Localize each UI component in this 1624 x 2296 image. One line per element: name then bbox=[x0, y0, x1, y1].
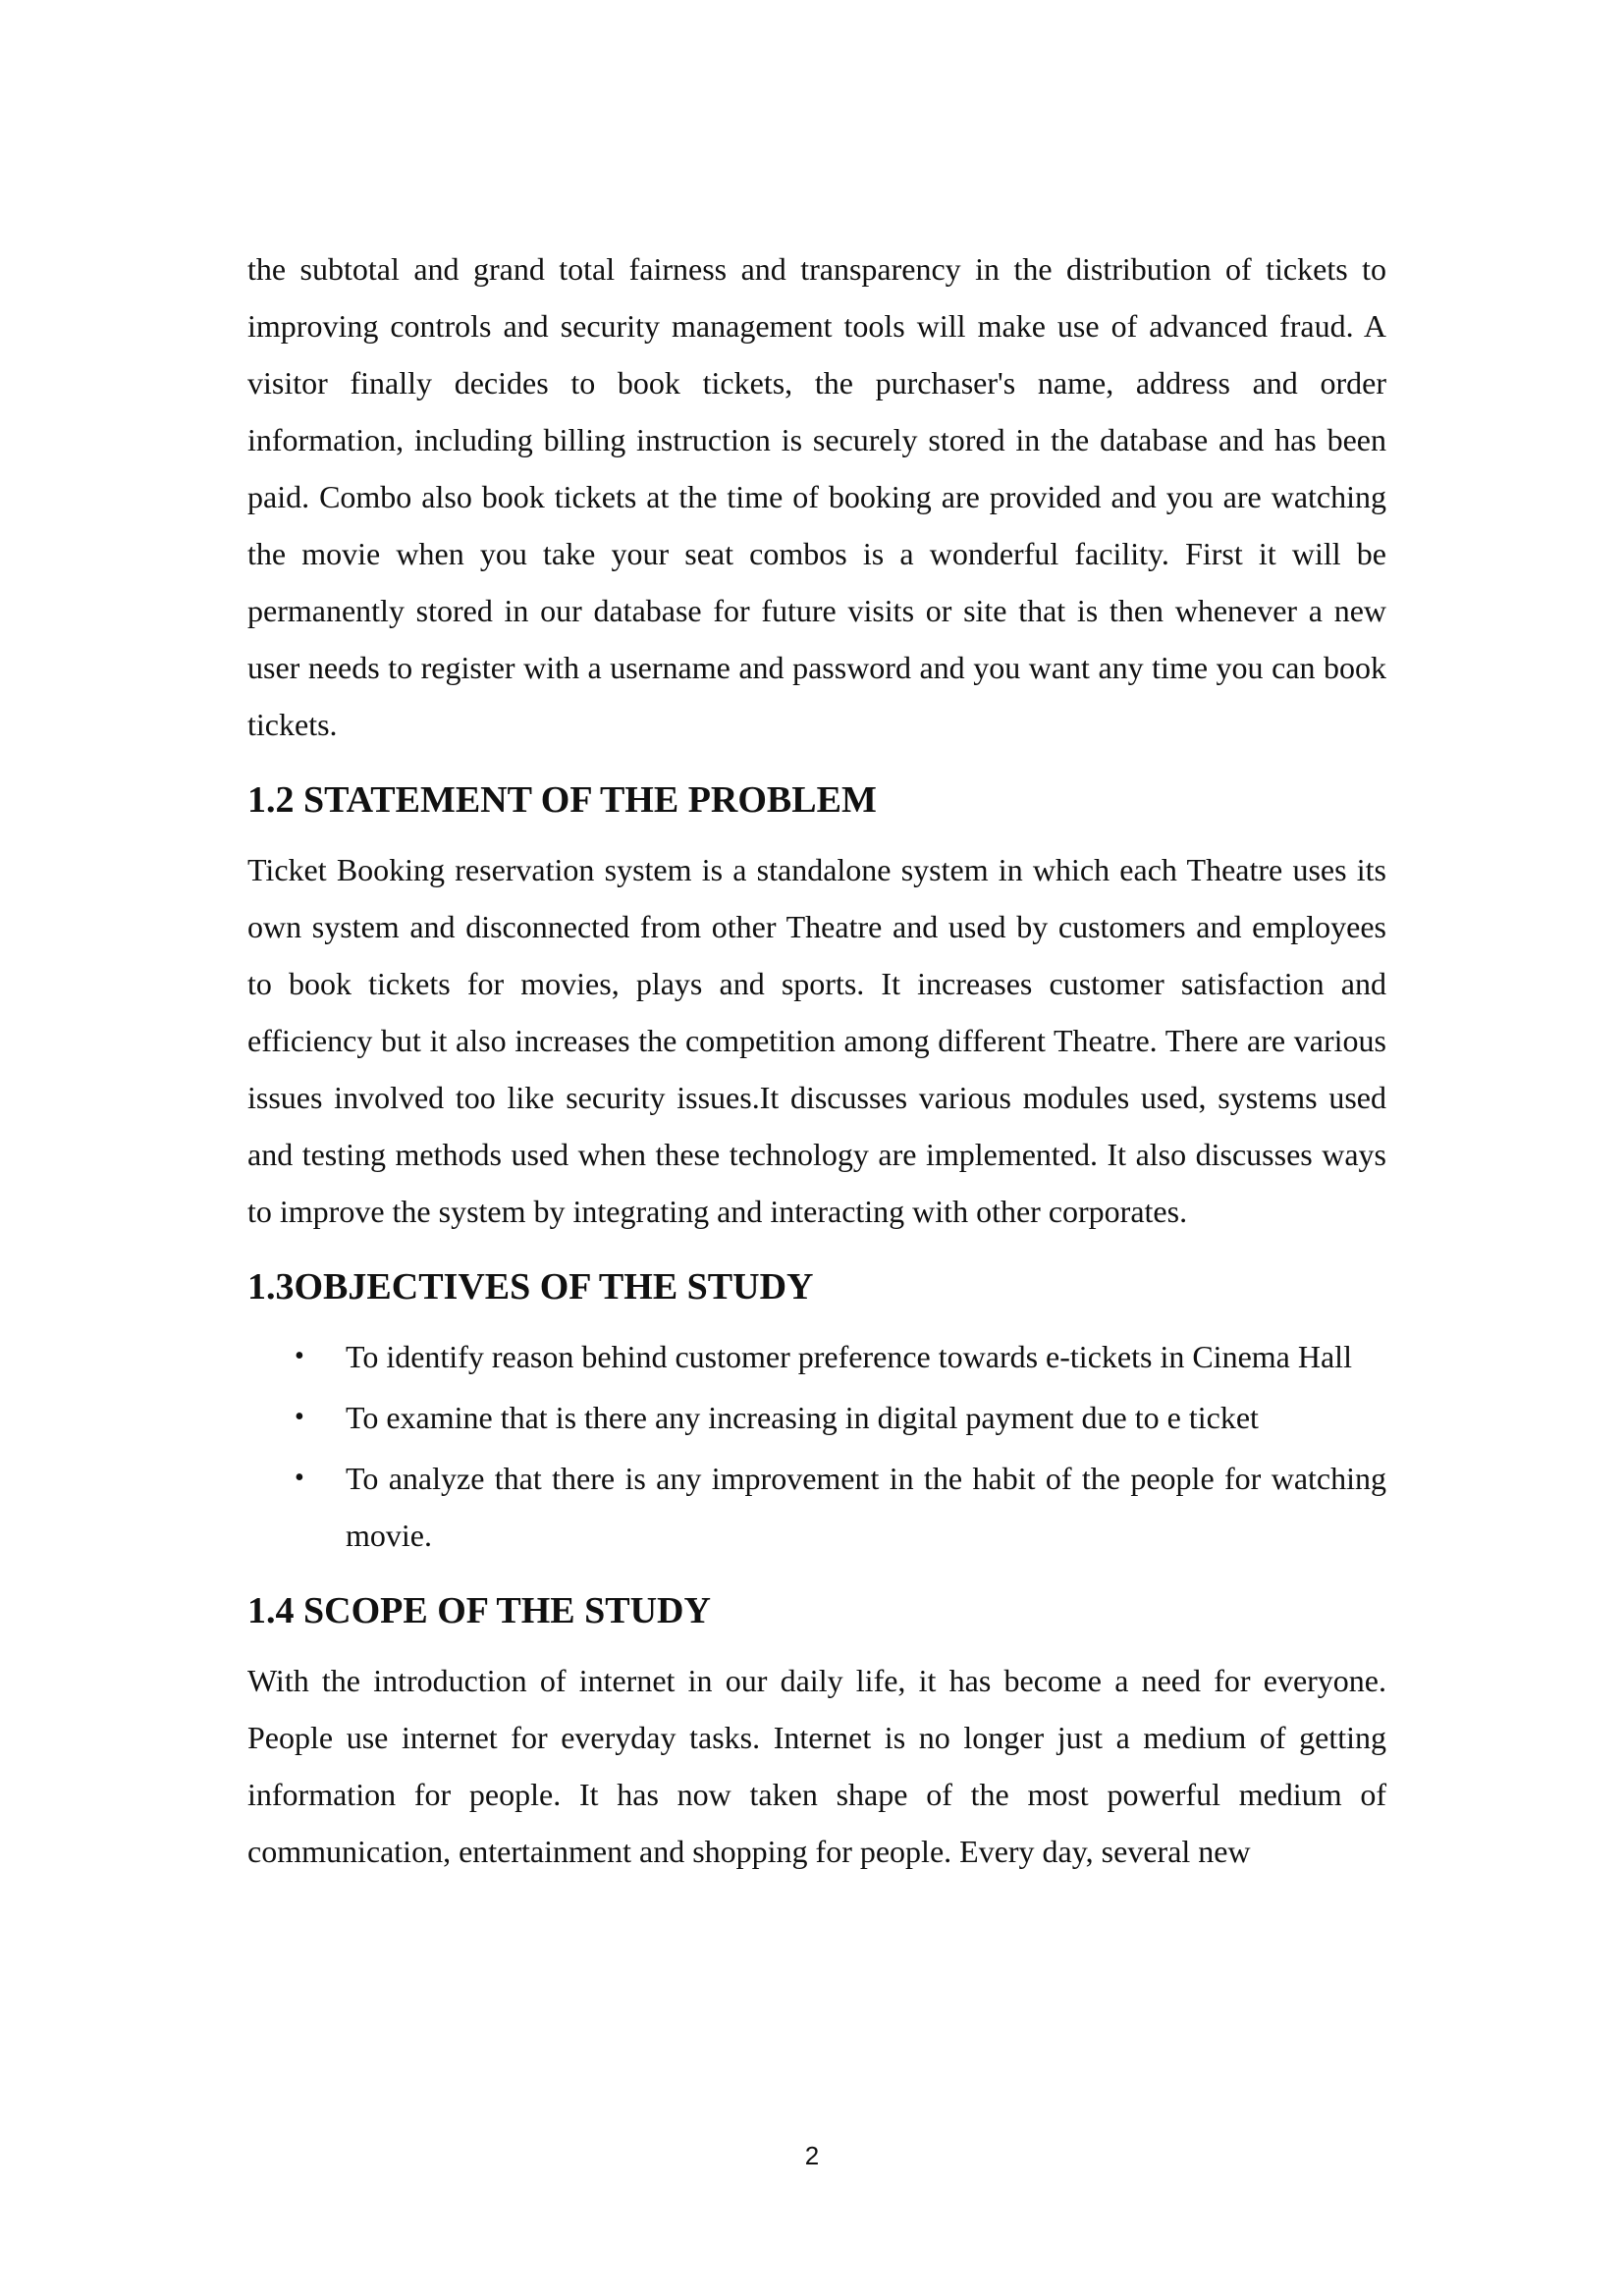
statement-of-problem-paragraph: Ticket Booking reservation system is a standalone system in which each Theatre uses its own system and disconnected from other Theatre and used by customers and employees to book tickets for movies, plays and sports. It increases customer satisfaction and efficiency but it also increases the competition among different Theatre. There are various issues involved too like security issues.It discusses various modules used, systems used and testing methods used when these technology are implemented. It also discusses ways to improve the system by integrating and interacting with other corporates. bbox=[247, 852, 1386, 1229]
page-content bbox=[247, 240, 1386, 1880]
bullet-icon: • bbox=[295, 1463, 304, 1493]
bullet-icon: • bbox=[295, 1402, 304, 1432]
objectives-list bbox=[247, 1328, 1386, 1564]
list-item bbox=[247, 1450, 1386, 1564]
section-heading-objectives: 1.3OBJECTIVES OF THE STUDY bbox=[247, 1266, 814, 1308]
list-item bbox=[247, 1389, 1386, 1446]
scope-paragraph: With the introduction of internet in our daily life, it has become a need for everyone. People use internet for everyday tasks. Internet is no longer just a medium of getting information for people. It has now taken shape of the most powerful medium of communication, entertainment and shopping for people. Every day, several new bbox=[247, 1663, 1386, 1869]
list-item bbox=[247, 1328, 1386, 1385]
section-heading-statement-of-problem: 1.2 STATEMENT OF THE PROBLEM bbox=[247, 779, 877, 821]
bullet-icon: • bbox=[295, 1341, 304, 1371]
objective-text: To analyze that there is any improvement in the habit of the people for watching movie. bbox=[346, 1461, 1386, 1553]
intro-paragraph: the subtotal and grand total fairness and transparency in the distribution of tickets to improving controls and security management tools will make use of advanced fraud. A visitor finally decides to book tickets, the purchaser's name, address and order information, including billing instruction is securely stored in the database and has been paid. Combo also book tickets at the time of booking are provided and you are watching the movie when you take your seat combos is a wonderful facility. First it will be permanently stored in our database for future visits or site that is then whenever a new user needs to register with a username and password and you want any time you can book tickets. bbox=[247, 251, 1386, 742]
page-number: 2 bbox=[804, 2141, 820, 2170]
objective-text: To examine that is there any increasing in digital payment due to e ticket bbox=[346, 1400, 1259, 1435]
section-heading-scope: 1.4 SCOPE OF THE STUDY bbox=[247, 1590, 711, 1631]
objective-text: To identify reason behind customer preference towards e-tickets in Cinema Hall bbox=[346, 1339, 1352, 1374]
